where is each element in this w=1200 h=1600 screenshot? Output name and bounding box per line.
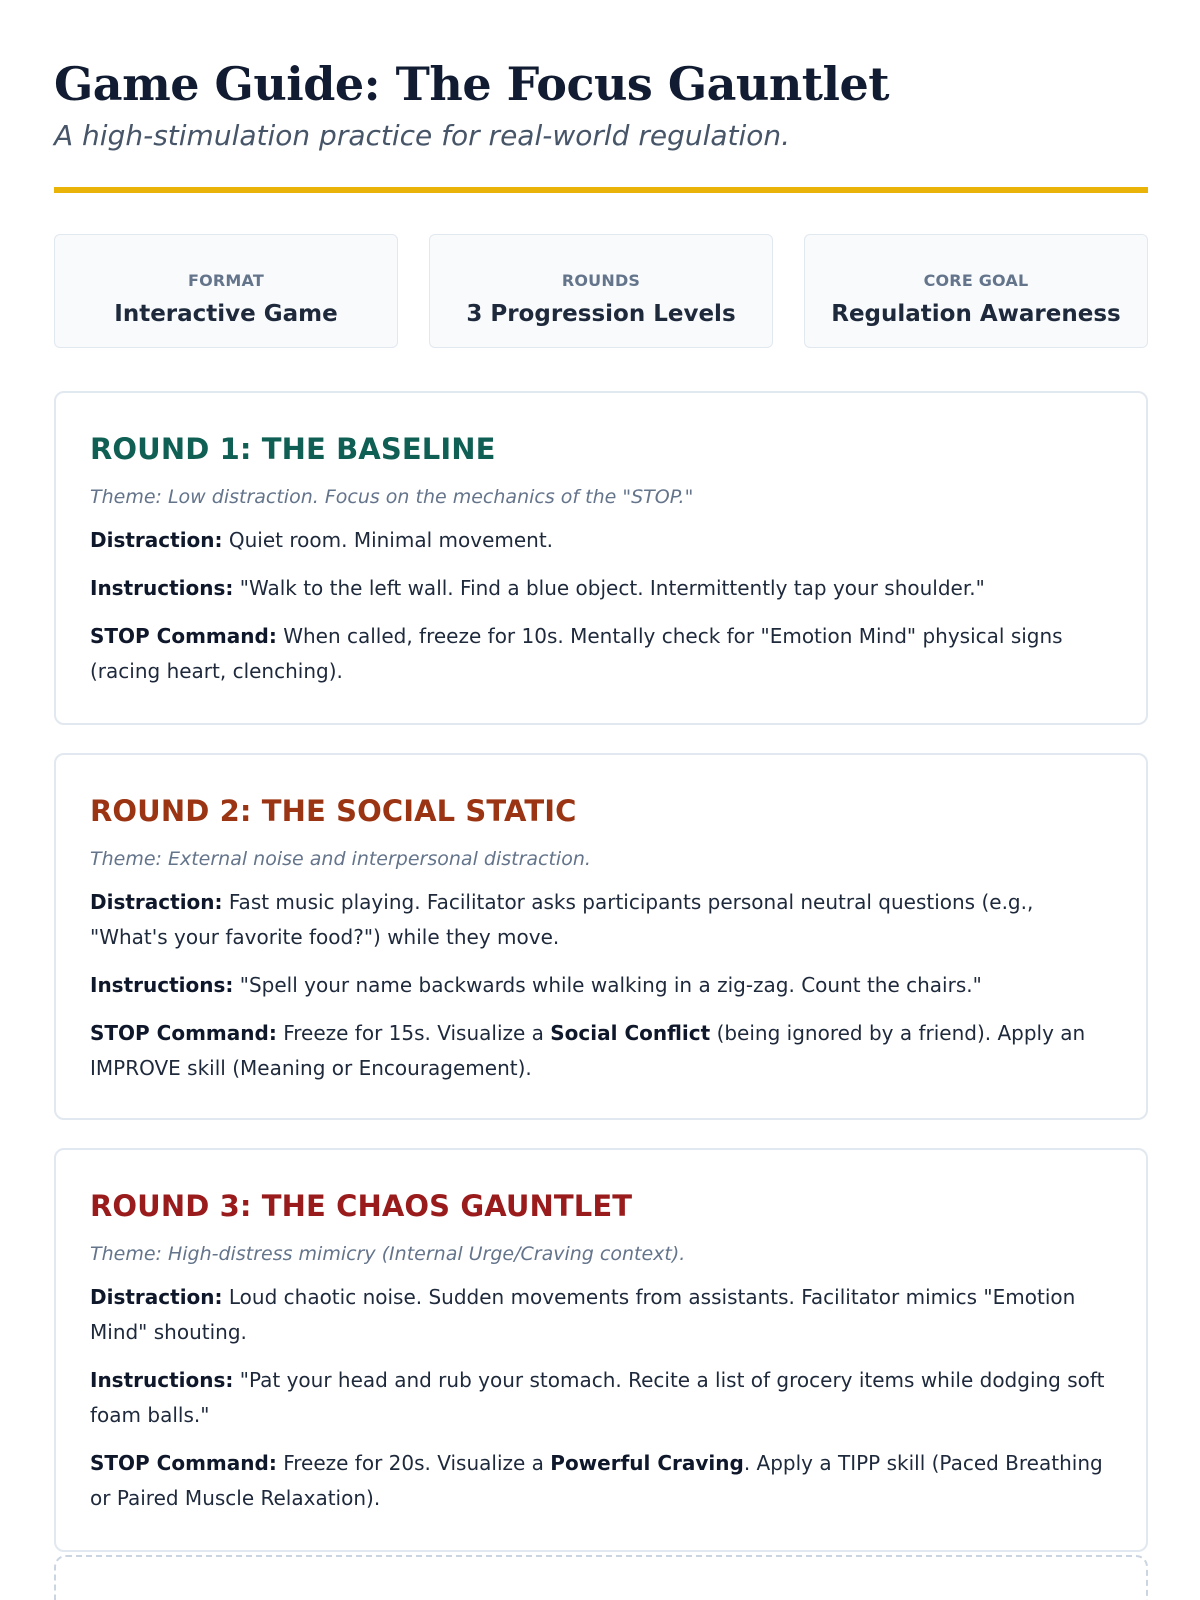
round-distraction xyxy=(90,1280,1112,1350)
stat-card-format xyxy=(54,234,398,348)
round-title: ROUND 2: THE SOCIAL STATIC xyxy=(90,794,577,828)
stop-text-before: Freeze for 15s. Visualize a xyxy=(283,1021,544,1045)
stat-value: Regulation Awareness xyxy=(831,301,1121,327)
distraction-label: Distraction: xyxy=(90,1285,223,1309)
round-theme: Theme: High-distress mimicry (Internal Urge/Craving context). xyxy=(90,1243,686,1265)
distraction-text: Fast music playing. Facilitator asks participants personal neutral questions (e.g., "What's your favorite food?") while they move. xyxy=(90,890,1034,949)
stop-highlight: Social Conflict xyxy=(550,1021,711,1045)
instructions-text: "Pat your head and rub your stomach. Recite a list of grocery items while dodging soft foam balls." xyxy=(90,1368,1105,1427)
distraction-text: Loud chaotic noise. Sudden movements from assistants. Facilitator mimics "Emotion Mind" shouting. xyxy=(90,1285,1076,1344)
stop-text: When called, freeze for 10s. Mentally check for "Emotion Mind" physical signs (racing heart, clenching). xyxy=(90,624,1063,683)
round-theme: Theme: External noise and interpersonal distraction. xyxy=(90,848,591,870)
stop-text-before: Freeze for 20s. Visualize a xyxy=(283,1451,544,1475)
round-instructions xyxy=(90,968,1112,1003)
distraction-label: Distraction: xyxy=(90,890,223,914)
round-instructions xyxy=(90,571,1112,606)
accent-divider xyxy=(54,187,1148,193)
page-title: Game Guide: The Focus Gauntlet xyxy=(54,57,890,111)
round-title: ROUND 1: THE BASELINE xyxy=(90,432,496,466)
summary-stats xyxy=(54,234,1148,350)
stat-value: 3 Progression Levels xyxy=(466,301,736,327)
round-instructions xyxy=(90,1363,1112,1433)
round-theme: Theme: Low distraction. Focus on the mechanics of the "STOP." xyxy=(90,486,694,508)
instructions-text: "Spell your name backwards while walking in a zig-zag. Count the chairs." xyxy=(239,973,982,997)
next-section-placeholder xyxy=(54,1555,1148,1600)
instructions-text: "Walk to the left wall. Find a blue object. Intermittently tap your shoulder." xyxy=(239,576,985,600)
round-card-2 xyxy=(54,753,1148,1120)
round-distraction xyxy=(90,885,1112,955)
stat-card-core-goal xyxy=(804,234,1148,348)
stop-highlight: Powerful Craving xyxy=(550,1451,744,1475)
stat-label: CORE GOAL xyxy=(923,271,1029,290)
distraction-label: Distraction: xyxy=(90,528,223,552)
round-stop-command xyxy=(90,1446,1112,1516)
instructions-label: Instructions: xyxy=(90,973,234,997)
stop-text-after: . Apply a TIPP skill (Paced Breathing or Paired Muscle Relaxation). xyxy=(90,1451,1103,1510)
distraction-text: Quiet room. Minimal movement. xyxy=(228,528,554,552)
instructions-label: Instructions: xyxy=(90,576,234,600)
round-distraction xyxy=(90,523,1112,558)
stop-text-after: (being ignored by a friend). Apply an IMPROVE skill (Meaning or Encouragement). xyxy=(90,1021,1086,1080)
stat-label: ROUNDS xyxy=(561,271,641,290)
stat-label: FORMAT xyxy=(187,271,265,290)
round-card-1 xyxy=(54,391,1148,725)
stop-label: STOP Command: xyxy=(90,1451,277,1475)
stop-label: STOP Command: xyxy=(90,624,277,648)
round-stop-command xyxy=(90,1016,1112,1086)
stat-card-rounds xyxy=(429,234,773,348)
round-title: ROUND 3: THE CHAOS GAUNTLET xyxy=(90,1189,633,1223)
stop-label: STOP Command: xyxy=(90,1021,277,1045)
round-card-3 xyxy=(54,1148,1148,1552)
instructions-label: Instructions: xyxy=(90,1368,234,1392)
page-subtitle: A high-stimulation practice for real-world regulation. xyxy=(54,119,791,152)
round-stop-command xyxy=(90,619,1112,689)
stat-value: Interactive Game xyxy=(114,301,338,327)
page-header xyxy=(54,52,1148,156)
